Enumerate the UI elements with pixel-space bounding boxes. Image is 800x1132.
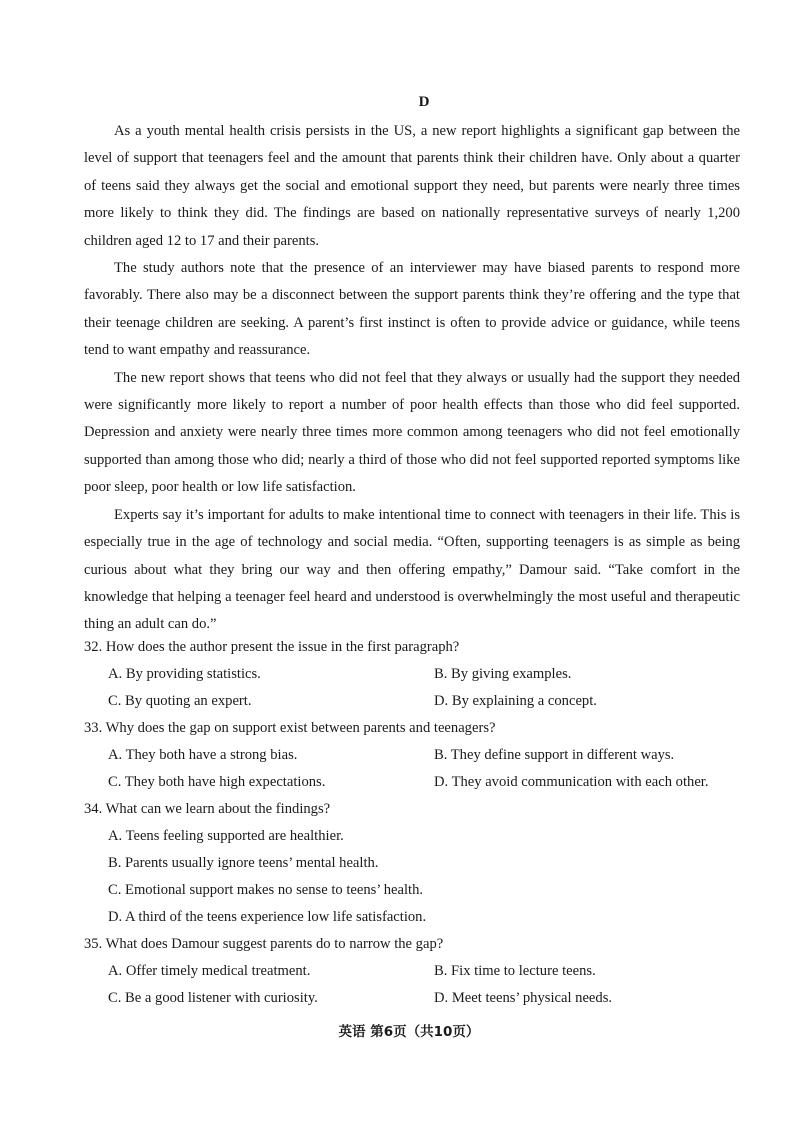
paragraph-4: Experts say it’s important for adults to make intentional time to connect with teenagers in their life. This is especially true in the age of technology and social media. “Often, supporting teenagers is as simple as being curious about what they bring our way and then offering empathy,” Damour said. “Take comfort in the knowledge that helping a teenager feel heard and understood is overwhelmingly the most useful and therapeutic thing an adult can do.”	[84, 506, 740, 633]
option-c: C. By quoting an expert.	[108, 693, 252, 709]
option-row	[84, 688, 754, 715]
question-stem: 35. What does Damour suggest parents do to narrow the gap?	[84, 936, 444, 952]
option-d: D. Meet teens’ physical needs.	[434, 990, 613, 1006]
option-row	[84, 742, 754, 769]
option-c: C. Emotional support makes no sense to teens’ health.	[108, 882, 424, 898]
question-stem: 32. How does the author present the issue in the first paragraph?	[84, 639, 460, 655]
paragraph-1: As a youth mental health crisis persists in the US, a new report highlights a significant gap between the level of support that teenagers feel and the amount that parents think their children have. Only about a quarter of teens said they always get the social and emotional support they need, but parents were nearly three times more likely to think they did. The findings are based on nationally representative surveys of nearly 1,200 children aged 12 to 17 and their parents.	[84, 123, 740, 249]
option-d: D. By explaining a concept.	[434, 693, 597, 709]
option-row	[84, 985, 754, 1012]
question-list	[84, 634, 754, 1012]
question-32	[84, 634, 754, 715]
option-b: B. Fix time to lecture teens.	[434, 963, 596, 979]
question-stem: 33. Why does the gap on support exist between parents and teenagers?	[84, 720, 496, 736]
option-b: B. By giving examples.	[434, 666, 572, 682]
question-34	[84, 796, 754, 931]
option-b: B. Parents usually ignore teens’ mental health.	[108, 855, 379, 871]
option-row	[84, 661, 754, 688]
paragraph-2: The study authors note that the presence of an interviewer may have biased parents to respond more favorably. There also may be a disconnect between the support parents think they’re offering and the type that their teenage children are seeking. A parent’s first instinct is often to provide advice or guidance, while teens tend to want empathy and reassurance.	[84, 260, 740, 359]
option-a: A. They both have a strong bias.	[108, 747, 298, 763]
option-a: A. By providing statistics.	[108, 666, 261, 682]
option-row	[84, 769, 754, 796]
reading-passage	[84, 118, 740, 639]
question-stem: 34. What can we learn about the findings?	[84, 801, 331, 817]
page-footer: 英语 第6页（共10页）	[338, 1024, 480, 1040]
section-title: D	[418, 94, 430, 110]
option-b: B. They define support in different ways.	[434, 747, 675, 763]
question-35	[84, 931, 754, 1012]
option-d: D. They avoid communication with each other.	[434, 774, 709, 790]
paragraph-3: The new report shows that teens who did not feel that they always or usually had the support they needed were significantly more likely to report a number of poor health effects than those who did feel supported. Depression and anxiety were nearly three times more common among teenagers who did not feel emotionally supported than among those who did; nearly a third of those who did not feel supported reported symptoms like poor sleep, poor health or low life satisfaction.	[84, 369, 740, 496]
question-33	[84, 715, 754, 796]
option-d: D. A third of the teens experience low life satisfaction.	[108, 909, 427, 925]
option-row	[84, 958, 754, 985]
option-a: A. Offer timely medical treatment.	[108, 963, 311, 979]
option-c: C. They both have high expectations.	[108, 774, 326, 790]
option-c: C. Be a good listener with curiosity.	[108, 990, 318, 1006]
option-a: A. Teens feeling supported are healthier.	[108, 828, 344, 844]
